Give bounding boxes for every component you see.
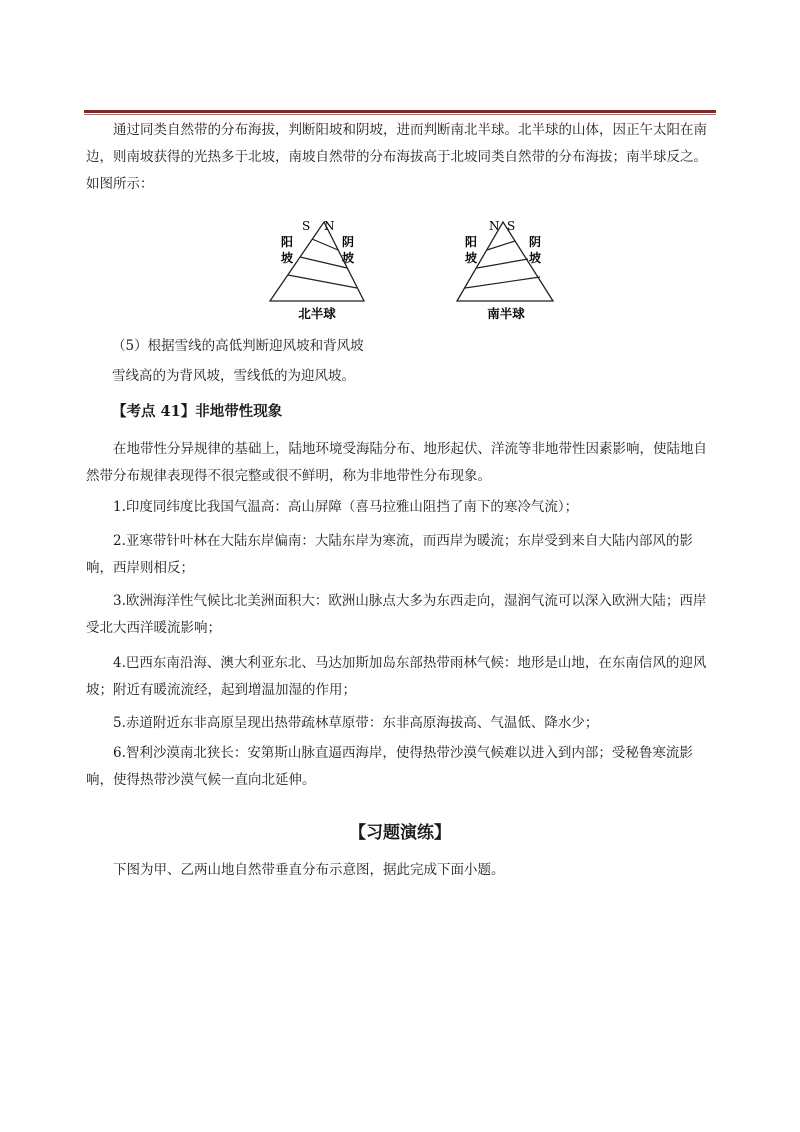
north-caption: 北半球 — [298, 306, 336, 321]
kaodian-heading: 【考点 41】非地带性现象 — [112, 403, 283, 420]
north-band-line-3 — [288, 275, 357, 288]
intro-paragraph: 通过同类自然带的分布海拔，判断阳坡和阴坡，进而判断南北半球。北半球的山体，因正午太阳在南边，则南坡获得的光热多于北坡，南坡自然带的分布海拔高于北坡同类自然带的分布海拔；南半球反之。 — [86, 122, 707, 165]
north-right-label-2: 坡 — [342, 251, 355, 265]
kaodian-item-4: 4.巴西东南沿海、澳大利亚东北、马达加斯加岛东部热带雨林气候：地形是山地，在东南信风的迎风坡；附近有暖流流经，起到增温加湿的作用； — [86, 655, 707, 698]
item5-title: （5）根据雪线的高低判断迎风坡和背风坡 — [112, 338, 364, 354]
north-mountain-diagram — [262, 210, 372, 322]
kaodian-item-6: 6.智利沙漠南北狭长：安第斯山脉直逼西海岸，使得热带沙漠气候难以进入到内部；受秘鲁寒流影响，使得热带沙漠气候一直向北延伸。 — [86, 745, 693, 788]
south-left-label-2: 坡 — [465, 251, 478, 265]
kaodian-item-1: 1.印度同纬度比我国气温高：高山屏障（喜马拉雅山阻挡了南下的寒冷气流）； — [113, 499, 579, 515]
south-caption: 南半球 — [487, 306, 525, 321]
south-left-top-letter: N — [489, 219, 500, 233]
header-rule — [84, 110, 716, 113]
north-band-line-2 — [300, 257, 347, 268]
north-right-top-letter: N — [324, 219, 335, 233]
figure-north-hemisphere — [262, 210, 372, 322]
north-right-label-1: 阴 — [342, 235, 355, 249]
north-left-label-1: 阳 — [281, 235, 294, 249]
header-rule-thin — [84, 114, 716, 115]
kaodian-item-5: 5.赤道附近东非高原呈现出热带疏林草原带：东非高原海拔高、气温低、降水少； — [113, 715, 599, 731]
kaodian-intro: 在地带性分异规律的基础上，陆地环境受海陆分布、地形起伏、洋流等非地带性因素影响，使陆地自然带分布规律表现得不很完整或很不鲜明，称为非地带性分布现象。 — [86, 441, 707, 484]
practice-text: 下图为甲、乙两山地自然带垂直分布示意图，据此完成下面小题。 — [113, 862, 505, 878]
south-right-label-1: 阴 — [529, 235, 542, 249]
south-right-top-letter: S — [507, 219, 516, 233]
kaodian-item-2: 2.亚寒带针叶林在大陆东岸偏南：大陆东岸为寒流，而西岸为暖流；东岸受到来自大陆内部风的影响，西岸则相反； — [86, 533, 693, 576]
item5-text: 雪线高的为背风坡，雪线低的为迎风坡。 — [112, 368, 355, 384]
north-left-top-letter: S — [302, 219, 311, 233]
kaodian-item-3: 3.欧洲海洋性气候比北美洲面积大：欧洲山脉点大多为东西走向，湿润气流可以深入欧洲大陆；西岸受北大西洋暖流影响； — [86, 593, 707, 636]
south-band-line-3 — [465, 277, 540, 288]
practice-title: 【习题演练】 — [349, 823, 451, 843]
north-left-label-2: 坡 — [281, 251, 294, 265]
south-mountain-diagram — [451, 210, 561, 322]
south-left-label-1: 阳 — [465, 235, 478, 249]
south-right-label-2: 坡 — [529, 251, 542, 265]
figure-south-hemisphere — [451, 210, 561, 322]
south-band-line-2 — [477, 259, 528, 268]
intro-figure-note: 如图所示： — [86, 176, 154, 192]
